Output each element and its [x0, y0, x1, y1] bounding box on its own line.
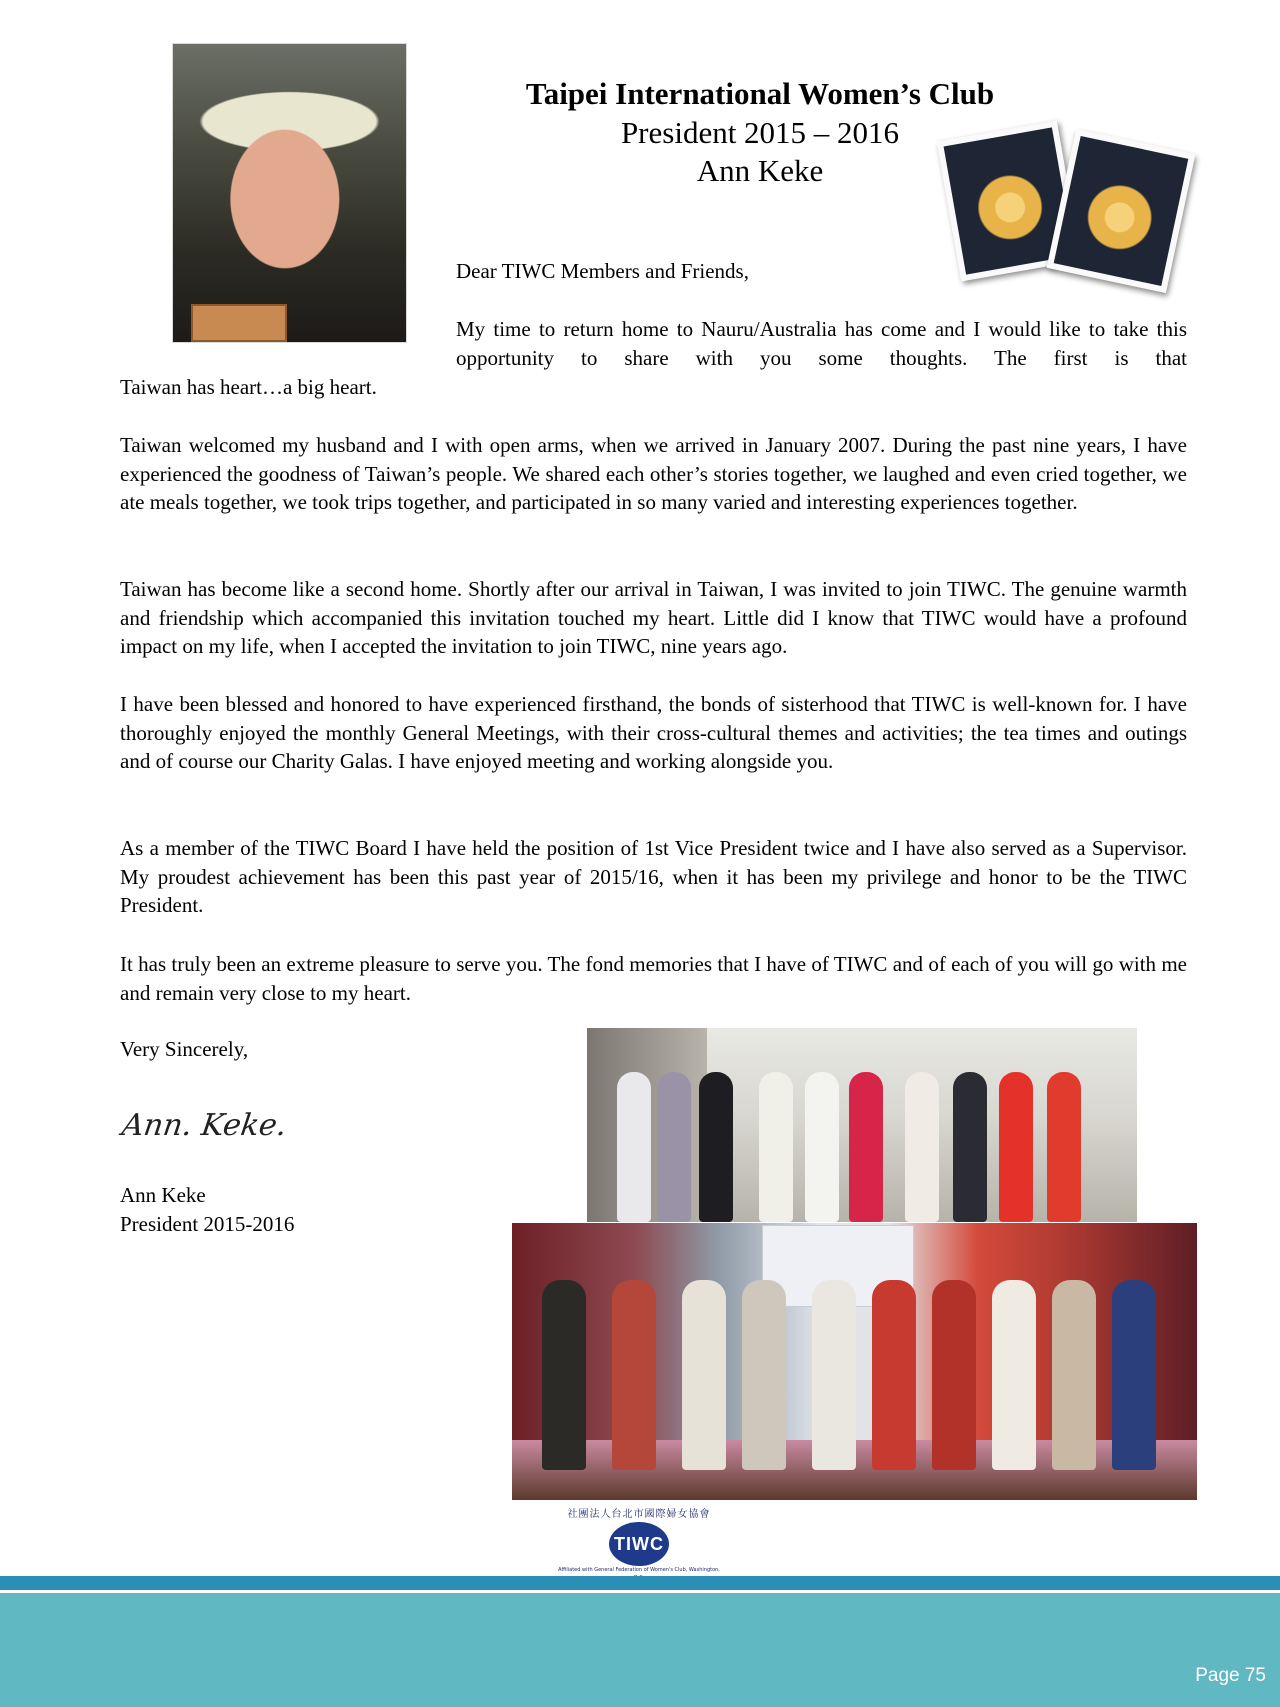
letter-paragraph: It has truly been an extreme pleasure to serve you. The fond memories that I have of TIWC and of each of you will go with me and remain very close to my heart.	[120, 952, 1187, 1005]
portrait-photo	[172, 43, 407, 343]
club-name-heading: Taipei International Women’s Club	[525, 76, 995, 111]
president-years: President 2015 – 2016	[620, 115, 900, 150]
letter-paragraph: I have been blessed and honored to have experienced firsthand, the bonds of sisterhood that TIWC is well-known for. I have thoroughly enjoyed the monthly General Meetings, with their cross-cultural themes and activities; the tea times and outings and of course our Charity Galas. I have enjoyed meeting and working alongside you.	[120, 692, 1187, 774]
letter-paragraph: Taiwan welcomed my husband and I with open arms, when we arrived in January 2007. During the past nine years, I have experienced the goodness of Taiwan’s people. We shared each other’s stories together, we laughed and even cried together, we ate meals together, we took trips together, and participated in so many varied and interesting experiences together.	[120, 433, 1187, 515]
logo-arc-text: 社團法人台北市國際婦女協會	[567, 1509, 711, 1520]
president-name: Ann Keke	[696, 153, 824, 188]
letter-greeting: Dear TIWC Members and Friends,	[456, 259, 749, 283]
certificate-frame	[191, 304, 287, 342]
signer-name: Ann Keke	[120, 1183, 206, 1207]
letter-paragraph: Taiwan has become like a second home. Shortly after our arrival in Taiwan, I was invited to join TIWC. The genuine warmth and friendship which accompanied this invitation touched my heart. Little did I know that TIWC would have a profound impact on my life, when I accepted the invitation to join TIWC, nine years ago.	[120, 577, 1187, 659]
footer-band	[0, 1593, 1280, 1707]
logo-affiliation: Affiliated with General Federation of Women's Club, Washington,	[558, 1567, 720, 1573]
board-group-photo	[587, 1028, 1137, 1222]
footer-stripe	[0, 1576, 1280, 1590]
logo-mark: TIWC	[609, 1522, 669, 1566]
cultural-event-group-photo	[512, 1223, 1197, 1500]
letter-intro-end: Taiwan has heart…a big heart.	[120, 375, 377, 399]
letter-intro: My time to return home to Nauru/Australia has come and I would like to take this opportunity to share with you some thoughts. The first is that	[456, 317, 1187, 370]
signer-title: President 2015-2016	[120, 1212, 295, 1236]
letter-closing: Very Sincerely,	[120, 1037, 249, 1061]
letter-paragraph: As a member of the TIWC Board I have held the position of 1st Vice President twice and I have also served as a Supervisor. My proudest achievement has been this past year of 2015/16, when it has been my privilege and honor to be the TIWC President.	[120, 836, 1187, 918]
handwritten-signature: Ann. Keke.	[119, 1108, 289, 1143]
page-number: Page 75	[1195, 1665, 1266, 1686]
